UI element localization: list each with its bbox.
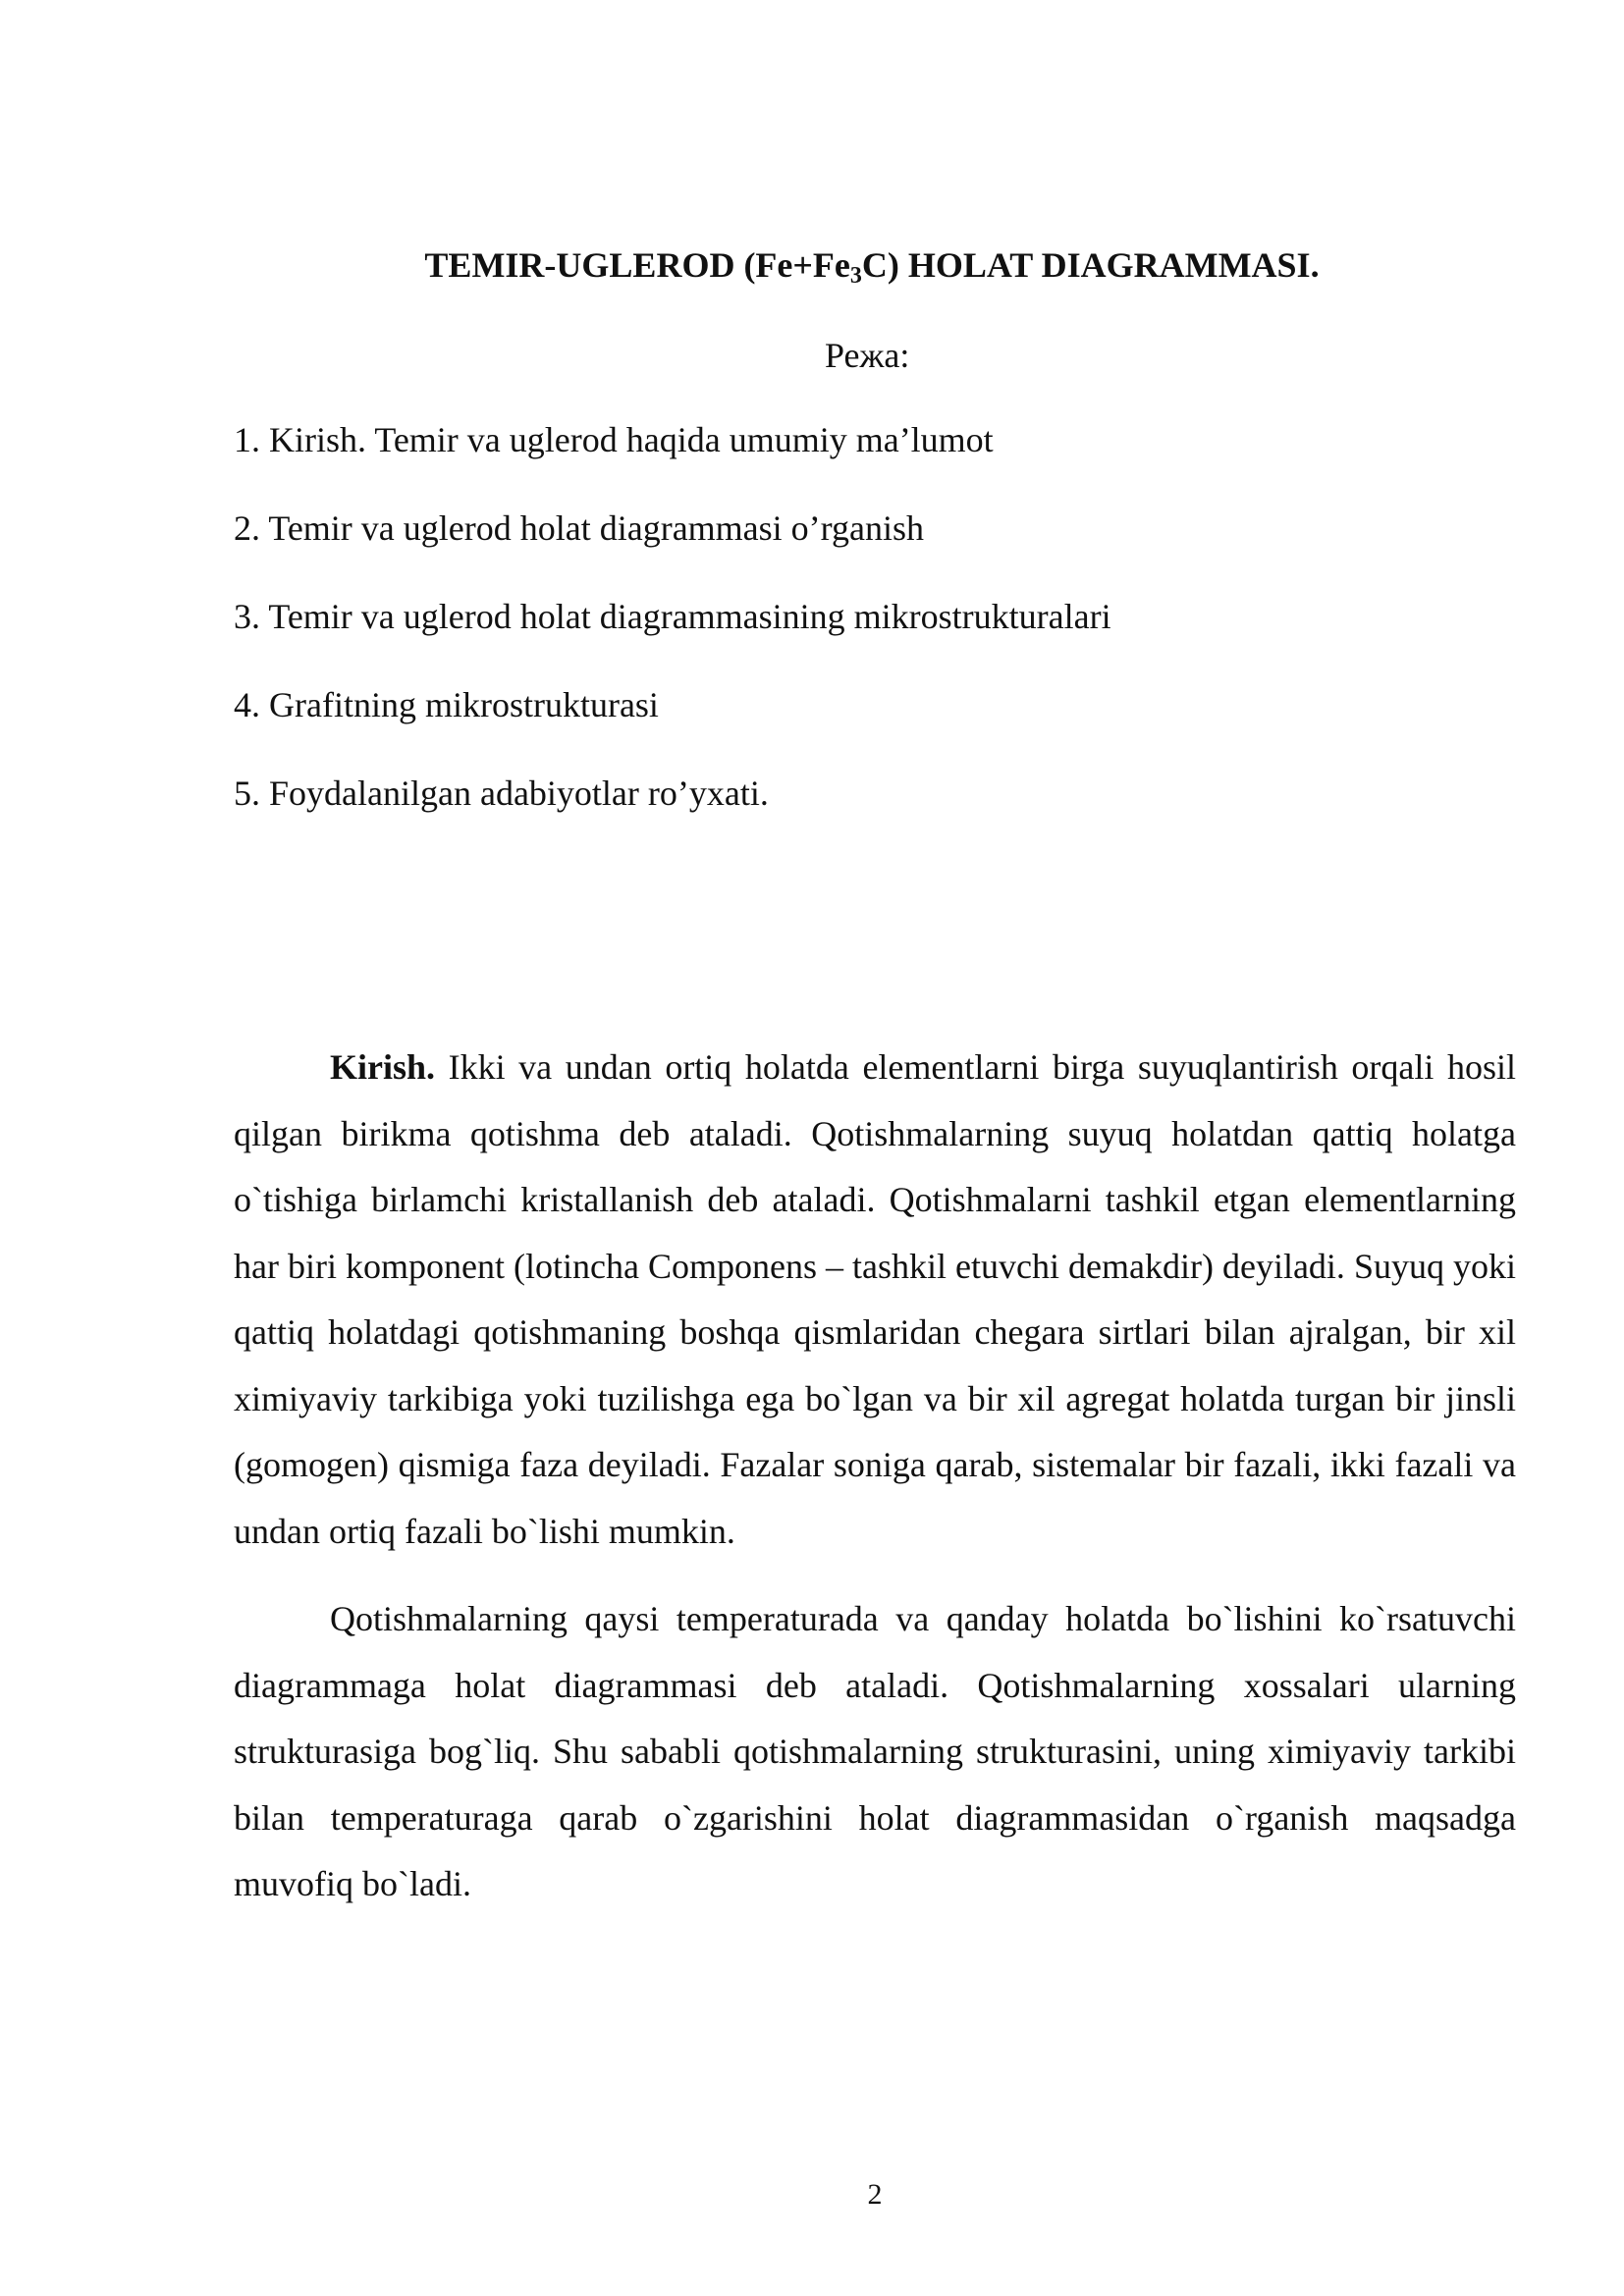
page-title bbox=[234, 243, 1510, 287]
plan-item: 1. Kirish. Temir va uglerod haqida umumiy ma’lumot bbox=[234, 420, 994, 459]
paragraph-2: Qotishmalarning qaysi temperaturada va qanday holatda bo`lishini ko`rsatuvchi diagrammaga holat diagrammasi deb ataladi. Qotishmalarning xossalari ularning strukturasiga bog`liq. Shu sababli qotishmalarning strukturasini, uning ximiyaviy tarkibi bilan temperaturaga qarab o`zgarishini holat diagrammasidan o`rganish maqsadga muvofiq bo`ladi. bbox=[234, 1599, 1516, 1903]
intro-paragraph bbox=[234, 1035, 1516, 1565]
plan-label: Режа: bbox=[825, 336, 910, 375]
title-prefix: TEMIR-UGLEROD (Fe+Fe bbox=[424, 245, 850, 285]
plan-list bbox=[234, 418, 1111, 860]
plan-item: 3. Temir va uglerod holat diagrammasining mikrostrukturalari bbox=[234, 597, 1111, 636]
plan-item: 4. Grafitning mikrostrukturasi bbox=[234, 685, 659, 724]
title-subscript: 3 bbox=[849, 263, 862, 289]
plan-item: 2. Temir va uglerod holat diagrammasi o’rganish bbox=[234, 508, 924, 548]
title-suffix: C) HOLAT DIAGRAMMASI. bbox=[861, 245, 1320, 285]
intro-lead: Kirish. bbox=[330, 1047, 436, 1087]
page-number: 2 bbox=[867, 2178, 883, 2211]
plan-item: 5. Foydalanilgan adabiyotlar ro’yxati. bbox=[234, 774, 769, 813]
intro-text: Ikki va undan ortiq holatda elementlarni birga suyuqlantirish orqali hosil qilgan birikma qotishma deb ataladi. Qotishmalarning suyuq holatdan qattiq holatga o`tishiga birlamchi kristallanish deb ataladi. Qotishmalarni tashkil etgan elementlarning har biri komponent (lotincha Componens – tashkil etuvchi demakdir) deyiladi. Suyuq yoki qattiq holatdagi qotishmaning boshqa qismlaridan chegara sirtlari bilan ajralgan, bir xil ximiyaviy tarkibiga yoki tuzilishga ega bo`lgan va bir xil agregat holatda turgan bir jinsli (gomogen) qismiga faza deyiladi. Fazalar soniga qarab, sistemalar bir fazali, ikki fazali va undan ortiq fazali bo`lishi mumkin. bbox=[234, 1047, 1516, 1551]
body-text bbox=[234, 1035, 1516, 1940]
